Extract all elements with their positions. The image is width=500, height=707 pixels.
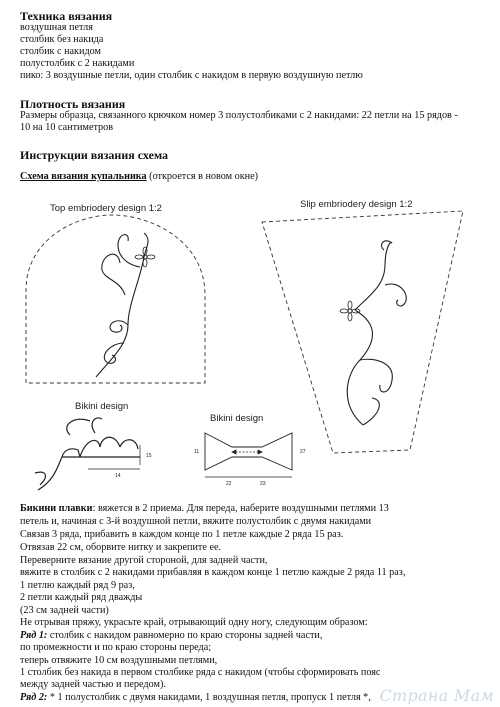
- row1-line-3: теперь отвяжите 10 см воздушными петлями,: [20, 655, 218, 666]
- slip-embroidery-label: Slip embriodery design 1:2: [300, 199, 413, 210]
- bikini-bow-outline: [205, 433, 292, 470]
- technique-line-3: столбик с накидом: [20, 46, 101, 57]
- technique-title: Техника вязания: [20, 9, 113, 23]
- scheme-line: [20, 171, 258, 183]
- dim-15: 15: [146, 453, 152, 459]
- body-line-6: 1 петлю каждый ряд 9 раз,: [20, 580, 135, 591]
- body-line-3: Отвязав 22 см, оборвите нитку и закрепите ее.: [20, 542, 222, 553]
- body-line-7: 2 петли каждый ряд дважды: [20, 592, 143, 603]
- row1-text: столбик с накидом равномерно по краю стороны задней части,: [47, 630, 323, 641]
- density-line-2: 10 на 10 сантиметров: [20, 122, 114, 133]
- bikini-label-right: Bikini design: [210, 413, 264, 424]
- row1-line-4: 1 столбик без накида в первом столбике ряда с накидом (чтобы сформировать пояс: [20, 667, 381, 678]
- row1-line-2: по промежности и по краю стороны переда;: [20, 642, 212, 653]
- body-line-5: вяжите в столбик с 2 накидами прибавляя в каждом конце 1 петлю каждые 2 ряда 11 раз,: [20, 567, 406, 578]
- technique-line-4: полустолбик с 2 накидами: [20, 58, 135, 69]
- bikini-intro: : вяжется в 2 приема. Для переда, наберите воздушными петлями 13: [92, 503, 389, 514]
- technique-line-5: пико: 3 воздушные петли, один столбик с накидом в первую воздушную петлю: [20, 70, 363, 81]
- density-line-1: Размеры образца, связанного крючком номер 3 полустолбиками с 2 накидами: 22 петли на 15 рядов -: [20, 110, 458, 121]
- dim-23: 23: [260, 481, 266, 487]
- row1-line: [20, 630, 322, 642]
- scheme-link-suffix: (откроется в новом окне): [146, 171, 259, 182]
- body-line-8: (23 см задней части): [20, 605, 109, 616]
- dim-14: 14: [115, 473, 121, 479]
- technique-line-1: воздушная петля: [20, 22, 93, 33]
- dim-27: 27: [300, 449, 306, 455]
- body-line-2: Связав 3 ряда, прибавить в каждом конце по 1 петле каждые 2 ряда 15 раз.: [20, 529, 344, 540]
- body-line-1: петель и, начиная с 3-й воздушной петли, вяжите полустолбик с двумя накидами: [20, 516, 372, 527]
- bikini-intro-line: [20, 503, 389, 515]
- row2-line: [20, 692, 371, 704]
- row2-label: Ряд 2:: [20, 692, 48, 703]
- slip-embroidery-stem: [347, 241, 406, 425]
- bikini-sketch-left: [35, 418, 140, 490]
- density-title: Плотность вязания: [20, 97, 126, 111]
- slip-outline: [262, 211, 463, 453]
- body-line-4: Переверните вязание другой стороной, для задней части,: [20, 555, 268, 566]
- dim-22: 22: [226, 481, 232, 487]
- row1-label: Ряд 1:: [20, 630, 48, 641]
- dim-11: 11: [194, 449, 200, 455]
- technique-line-2: столбик без накида: [20, 34, 104, 45]
- row2-text: * 1 полустолбик с двумя накидами, 1 воздушная петля, пропуск 1 петля *,: [47, 692, 371, 703]
- top-embroidery-stem: [96, 233, 148, 377]
- watermark: Страна Мам: [379, 686, 494, 705]
- bikini-title: Бикини плавки: [20, 503, 93, 514]
- instructions-title: Инструкции вязания схема: [20, 148, 169, 162]
- body-line-9: Не отрывая пряжу, украсьте край, отрывающий одну ногу, следующим образом:: [20, 617, 368, 628]
- scheme-link[interactable]: Схема вязания купальника: [20, 171, 147, 182]
- pattern-diagram: [0, 185, 500, 500]
- top-embroidery-label: Top embriodery design 1:2: [50, 203, 162, 214]
- bikini-label-left: Bikini design: [75, 401, 129, 412]
- flower-icon: [135, 247, 155, 267]
- row1-line-5: между задней частью и передом).: [20, 679, 166, 690]
